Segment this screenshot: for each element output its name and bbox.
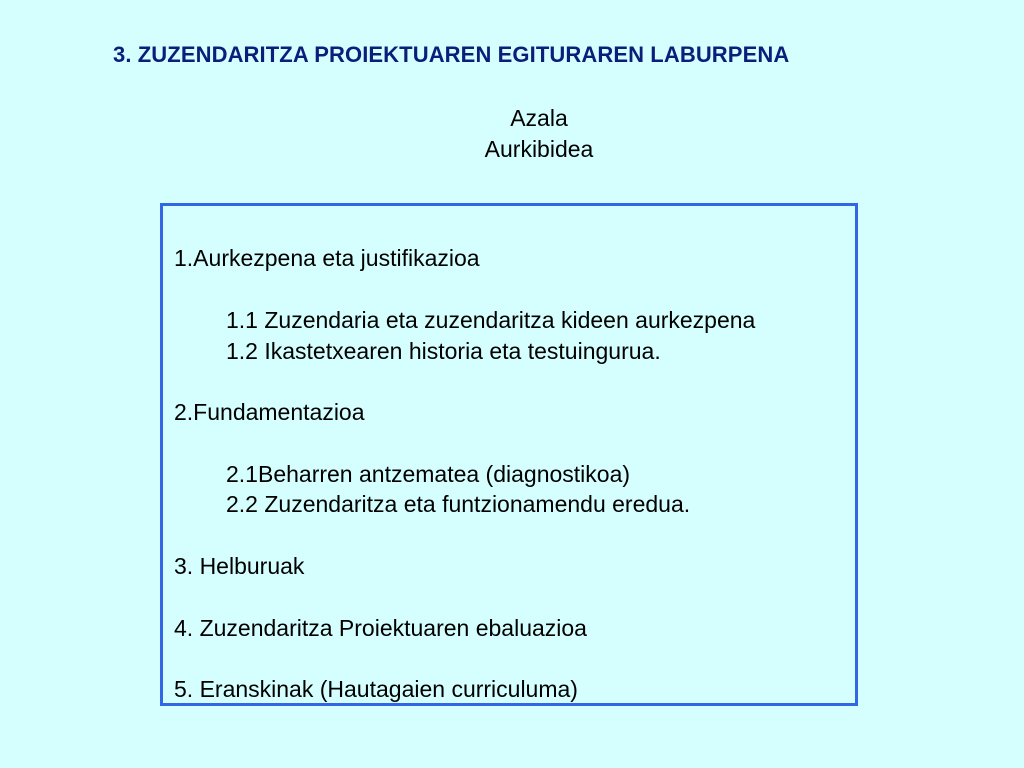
toc-item-3: 3. Helburuak [174,553,305,579]
slide-title: 3. ZUZENDARITZA PROIEKTUAREN EGITURAREN LABURPENA [113,42,790,67]
toc-item-2-1: 2.1Beharren antzematea (diagnostikoa) [226,461,631,487]
front-item-azala: Azala [510,105,568,131]
table-of-contents-box [160,203,858,706]
toc-item-2-2: 2.2 Zuzendaritza eta funtzionamendu eredua. [226,491,691,517]
front-item-aurkibidea: Aurkibidea [484,136,594,162]
toc-item-1-2: 1.2 Ikastetxearen historia eta testuingurua. [226,338,661,364]
toc-item-4: 4. Zuzendaritza Proiektuaren ebaluazioa [174,615,587,641]
toc-item-5: 5. Eranskinak (Hautagaien curriculuma) [174,676,578,702]
toc-item-1: 1.Aurkezpena eta justifikazioa [174,245,480,271]
toc-item-1-1: 1.1 Zuzendaria eta zuzendaritza kideen aurkezpena [226,307,756,333]
toc-item-2: 2.Fundamentazioa [174,399,365,425]
